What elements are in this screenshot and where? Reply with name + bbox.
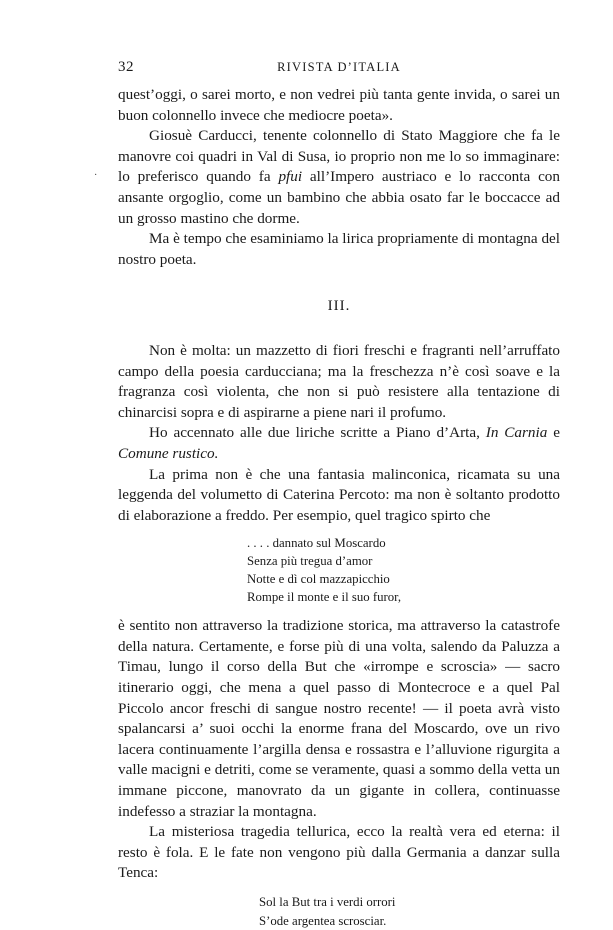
verse-line: Senza più tregua d’amor [247,552,560,570]
margin-mark: · [94,170,97,181]
article-body [118,85,560,930]
verse-quote-2 [259,893,560,930]
paragraph-6: La prima non è che una fantasia malinconica, ricamata su una leggenda del volumetto di Caterina Percoto: ma non è soltanto prodotto di elaborazione a freddo. Per esempio, quel tragico spirto che [118,465,560,527]
verse-line: . . . . dannato sul Moscardo [247,534,560,552]
page-number: 32 [118,59,134,76]
verse-line: Sol la But tra i verdi orrori [259,893,560,912]
paragraph-5-title-2: Comune rustico. [118,445,218,462]
verse-line: Notte e dì col mazzapicchio [247,570,560,588]
paragraph-5 [118,423,560,464]
verse-quote-1 [247,534,560,606]
paragraph-7: è sentito non attraverso la tradizione storica, ma attraverso la catastrofe della natura. Certamente, e forse più di una volta, salendo da Paluzza a Timau, lungo il corso della But che «irrompe e scroscia» — sacro itinerario oggi, che mena a quel passo di Montecroce e a quel Pal Piccolo ancor freschi di sangue nostro recente! — il poeta avrà visto spalancarsi a’ suoi occhi la enorme frana del Moscardo, ove un rivo lacera continuamente l’argilla densa e rossastra e l’alluvione rigurgita a valle macigni e detriti, come se veramente, quasi a sommo della vetta un immane piccone, manovrato da un gigante in collera, continuasse indefesso a straziar la montagna. [118,616,560,822]
paragraph-2-text-b: all’Impero austriaco e lo racconta con ansante orgoglio, come un bambino che abbia osato far le boccacce ad un grosso mastino che dorme. [118,168,560,226]
paragraph-8: La misteriosa tragedia tellurica, ecco la realtà vera ed eterna: il resto è fola. E le fate non vengono più dalla Germania a danzar sulla Tenca: [118,822,560,884]
paragraph-1: quest’oggi, o sarei morto, e non vedrei più tanta gente invida, o sarei un buon colonnello invece che mediocre poeta». [118,85,560,126]
paragraph-2 [118,126,560,229]
paragraph-5-title-1: In Carnia [486,424,548,441]
paragraph-2-text-a: Giosuè Carducci, tenente colonnello di Stato Maggiore che fa le manovre coi quadri in Val di Susa, io proprio non me lo so immaginare: lo preferisco quando fa [118,127,560,185]
page-header [118,59,560,77]
verse-line: S’ode argentea scrosciar. [259,912,560,930]
section-heading: III. [118,296,560,317]
paragraph-5-text-a: Ho accennato alle due liriche scritte a Piano d’Arta, [149,424,486,441]
running-head: RIVISTA D’ITALIA [118,60,560,75]
verse-line: Rompe il monte e il suo furor, [247,588,560,606]
paragraph-3: Ma è tempo che esaminiamo la lirica propriamente di montagna del nostro poeta. [118,229,560,270]
paragraph-2-italic: pfui [278,168,302,185]
paragraph-5-text-b: e [547,424,560,441]
paragraph-4: Non è molta: un mazzetto di fiori freschi e fragranti nell’arruffato campo della poesia carducciana; ma la freschezza n’è così soave e la fragranza così violenta, che non si può resistere alla tentazione di chinarcisi sopra e di aspirarne a piene nari il profumo. [118,341,560,423]
